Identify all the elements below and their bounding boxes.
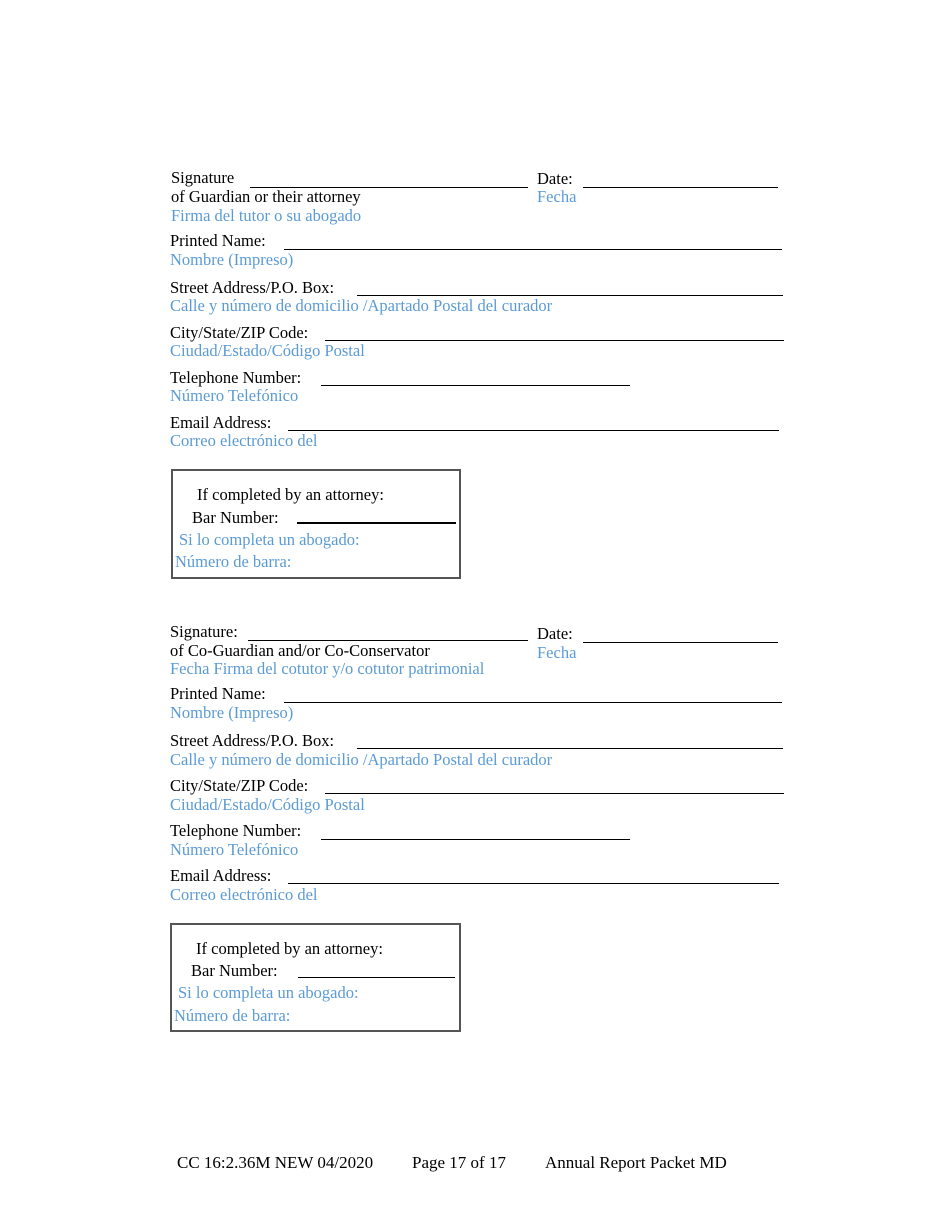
attorney-box [170, 923, 461, 1032]
street-address-label: Street Address/P.O. Box: [170, 731, 335, 750]
signature-sublabel: of Guardian or their attorney [171, 187, 361, 206]
bar-number-label: Bar Number: [191, 961, 278, 980]
signature-label: Signature: [170, 622, 238, 641]
city-state-zip-label: City/State/ZIP Code: [170, 323, 309, 342]
signature-label: Signature [171, 168, 235, 187]
city-state-zip-label-es: Ciudad/Estado/Código Postal [170, 341, 365, 360]
printed-name-label: Printed Name: [170, 684, 266, 703]
email-field[interactable] [288, 430, 779, 431]
telephone-field[interactable] [321, 385, 630, 386]
telephone-label: Telephone Number: [170, 368, 302, 387]
email-label: Email Address: [170, 866, 272, 885]
date-label: Date: [537, 624, 573, 643]
date-label: Date: [537, 169, 573, 188]
date-label-es: Fecha [537, 187, 577, 206]
email-field[interactable] [288, 883, 779, 884]
page-number: Page 17 of 17 [412, 1153, 506, 1172]
printed-name-label-es: Nombre (Impreso) [170, 250, 294, 269]
street-address-field[interactable] [357, 748, 783, 749]
attorney-heading: If completed by an attorney: [196, 939, 383, 958]
bar-number-label-es: Número de barra: [175, 552, 292, 571]
attorney-heading-es: Si lo completa un abogado: [179, 530, 360, 549]
attorney-heading: If completed by an attorney: [197, 485, 384, 504]
telephone-field[interactable] [321, 839, 630, 840]
telephone-label-es: Número Telefónico [170, 840, 299, 859]
city-state-zip-label-es: Ciudad/Estado/Código Postal [170, 795, 365, 814]
printed-name-field[interactable] [284, 249, 782, 250]
attorney-heading-es: Si lo completa un abogado: [178, 983, 359, 1002]
bar-number-label-es: Número de barra: [174, 1006, 291, 1025]
bar-number-field[interactable] [297, 522, 456, 524]
email-label-es: Correo electrónico del [170, 431, 318, 450]
date-label-es: Fecha [537, 643, 577, 662]
packet-title: Annual Report Packet MD [545, 1153, 727, 1172]
telephone-label-es: Número Telefónico [170, 386, 299, 405]
bar-number-label: Bar Number: [192, 508, 279, 527]
date-field[interactable] [583, 642, 778, 643]
street-address-label-es: Calle y número de domicilio /Apartado Postal del curador [170, 296, 553, 315]
attorney-box [171, 469, 461, 579]
city-state-zip-field[interactable] [325, 340, 784, 341]
printed-name-label: Printed Name: [170, 231, 266, 250]
date-field[interactable] [583, 187, 778, 188]
city-state-zip-field[interactable] [325, 793, 784, 794]
printed-name-field[interactable] [284, 702, 782, 703]
city-state-zip-label: City/State/ZIP Code: [170, 776, 309, 795]
email-label-es: Correo electrónico del [170, 885, 318, 904]
signature-label-es: Fecha Firma del cotutor y/o cotutor patrimonial [170, 659, 485, 678]
bar-number-field[interactable] [298, 977, 455, 978]
street-address-label-es: Calle y número de domicilio /Apartado Postal del curador [170, 750, 553, 769]
signature-label-es: Firma del tutor o su abogado [171, 206, 362, 225]
form-code: CC 16:2.36M NEW 04/2020 [177, 1153, 374, 1172]
email-label: Email Address: [170, 413, 272, 432]
street-address-label: Street Address/P.O. Box: [170, 278, 335, 297]
printed-name-label-es: Nombre (Impreso) [170, 703, 294, 722]
telephone-label: Telephone Number: [170, 821, 302, 840]
signature-sublabel: of Co-Guardian and/or Co-Conservator [170, 641, 430, 660]
